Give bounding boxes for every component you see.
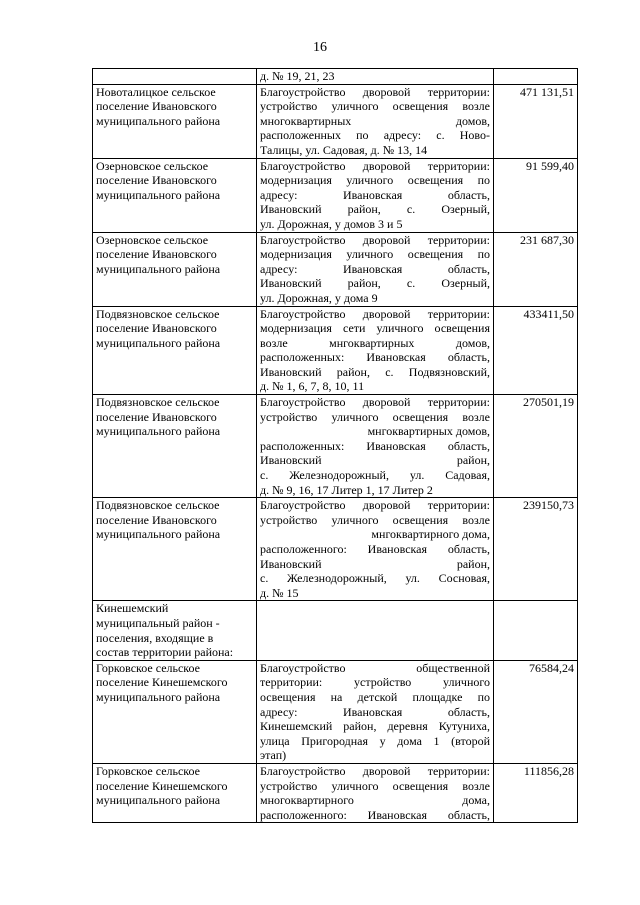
- description-line: территории: устройство уличного: [260, 675, 490, 690]
- table-row: [93, 498, 578, 601]
- amount-cell: [494, 69, 578, 85]
- municipality-line: Кинешемский: [96, 601, 169, 616]
- description-line: Кинешемский район, деревня Кутуниха,: [260, 719, 490, 734]
- municipality-line: поселение Ивановского: [96, 173, 217, 188]
- description-line: этап): [260, 748, 287, 763]
- description-line: адресу: Ивановская область,: [260, 187, 490, 202]
- municipality-line: муниципального района: [96, 187, 221, 202]
- description-line: Благоустройство дворовой территории:: [260, 158, 490, 173]
- description-cell: [257, 158, 494, 232]
- description-cell: [257, 601, 494, 660]
- description-cell: [257, 395, 494, 498]
- description-line: д. № 9, 16, 17 Литер 1, 17 Литер 2: [260, 482, 433, 497]
- description-cell: [257, 232, 494, 306]
- description-line: мнгоквартирных домов,: [367, 424, 490, 439]
- description-line: мнгоквартирного дома,: [371, 527, 490, 542]
- description-line: расположенных: Ивановская область,: [260, 438, 490, 453]
- description-line: Благоустройство общественной: [260, 660, 490, 675]
- description-line: многоквартирных домов,: [260, 113, 490, 128]
- municipality-line: муниципального района: [96, 261, 221, 276]
- description-line: Благоустройство дворовой территории:: [260, 232, 490, 247]
- municipality-cell: [93, 498, 257, 601]
- description-line: Благоустройство дворовой территории:: [260, 395, 490, 410]
- municipality-cell: [93, 660, 257, 763]
- description-line: устройство уличного освещения возле: [260, 99, 490, 114]
- municipality-line: Горковское сельское: [96, 660, 200, 675]
- municipality-line: состав территории района:: [96, 645, 234, 660]
- municipality-line: муниципального района: [96, 793, 221, 808]
- description-line: Благоустройство дворовой территории:: [260, 84, 490, 99]
- municipality-cell: [93, 601, 257, 660]
- amount-cell: 91 599,40: [494, 158, 578, 232]
- description-line: с. Железнодорожный, ул. Сосновая,: [260, 571, 490, 586]
- description-line: устройство уличного освещения возле: [260, 512, 490, 527]
- description-line: модернизация сети уличного освещения: [260, 321, 490, 336]
- municipality-line: поселение Ивановского: [96, 247, 217, 262]
- municipality-line: поселение Ивановского: [96, 99, 217, 114]
- description-line: Ивановский район,: [260, 556, 490, 571]
- municipality-line: муниципального района: [96, 335, 221, 350]
- amount-cell: 76584,24: [494, 660, 578, 763]
- municipality-line: Подвязновское сельское: [96, 395, 220, 410]
- description-line: ул. Дорожная, у дома 9: [260, 290, 378, 305]
- description-line: адресу: Ивановская область,: [260, 704, 490, 719]
- municipality-line: муниципального района: [96, 527, 221, 542]
- municipality-line: муниципального района: [96, 113, 221, 128]
- municipality-cell: [93, 395, 257, 498]
- description-cell: [257, 498, 494, 601]
- municipality-cell: [93, 158, 257, 232]
- description-line: Ивановский район, с. Озерный,: [260, 202, 490, 217]
- municipality-line: поселение Ивановского: [96, 512, 217, 527]
- table-row: [93, 306, 578, 395]
- description-line: модернизация уличного освещения по: [260, 173, 490, 188]
- page-number: 16: [313, 40, 327, 55]
- municipality-line: муниципальный район -: [96, 615, 220, 630]
- description-line: освещения на детской площадке по: [260, 689, 490, 704]
- description-line: расположенных: Ивановская область,: [260, 350, 490, 365]
- description-line: Ивановский район, с. Озерный,: [260, 276, 490, 291]
- description-line: Благоустройство дворовой территории:: [260, 306, 490, 321]
- description-line: устройство уличного освещения возле: [260, 409, 490, 424]
- description-line: модернизация уличного освещения по: [260, 247, 490, 262]
- municipality-cell: [93, 232, 257, 306]
- description-line: расположенного: Ивановская область,: [260, 542, 490, 556]
- description-line: ул. Дорожная, у домов 3 и 5: [260, 216, 403, 231]
- municipality-line: Озерновское сельское: [96, 158, 209, 173]
- description-line: Талицы, ул. Садовая, д. № 13, 14: [260, 142, 428, 157]
- description-line: улица Пригородная у дома 1 (второй: [260, 733, 490, 748]
- amount-cell: [494, 601, 578, 660]
- municipality-line: муниципального района: [96, 689, 221, 704]
- municipality-line: Горковское сельское: [96, 763, 200, 778]
- table-row: [93, 232, 578, 306]
- municipality-line: Озерновское сельское: [96, 232, 209, 247]
- municipality-line: поселения, входящие в: [96, 630, 214, 645]
- description-line: расположенного: Ивановская область,: [260, 807, 490, 822]
- table-row: [93, 660, 578, 763]
- description-cell: [257, 84, 494, 158]
- amount-cell: 433411,50: [494, 306, 578, 395]
- description-line: Благоустройство дворовой территории:: [260, 763, 490, 778]
- table-row: [93, 69, 578, 85]
- municipality-line: Подвязновское сельское: [96, 498, 220, 513]
- table-body: [93, 69, 578, 823]
- description-line: расположенных по адресу: с. Ново-: [260, 128, 490, 143]
- amount-cell: 239150,73: [494, 498, 578, 601]
- description-line: адресу: Ивановская область,: [260, 261, 490, 276]
- municipality-line: поселение Ивановского: [96, 409, 217, 424]
- funding-table: [92, 68, 578, 823]
- municipality-cell: [93, 84, 257, 158]
- description-line: многоквартирного дома,: [260, 793, 490, 808]
- table-row: [93, 763, 578, 822]
- description-line: Благоустройство дворовой территории:: [260, 498, 490, 513]
- description-line: Ивановский район,: [260, 453, 490, 468]
- municipality-line: поселение Ивановского: [96, 321, 217, 336]
- table-row: [93, 158, 578, 232]
- amount-cell: 111856,28: [494, 763, 578, 822]
- description-cell: [257, 763, 494, 822]
- description-line: Ивановский район, с. Подвязновский,: [260, 364, 490, 379]
- municipality-cell: [93, 69, 257, 85]
- description-line: с. Железнодорожный, ул. Садовая,: [260, 468, 490, 483]
- municipality-line: поселение Кинешемского: [96, 675, 228, 690]
- municipality-line: Подвязновское сельское: [96, 306, 220, 321]
- municipality-line: поселение Кинешемского: [96, 778, 228, 793]
- description-cell: [257, 69, 494, 85]
- description-line: возле мнгоквартирных домов,: [260, 335, 490, 350]
- description-line: д. № 1, 6, 7, 8, 10, 11: [260, 379, 365, 394]
- description-cell: [257, 306, 494, 395]
- table-row: [93, 395, 578, 498]
- municipality-cell: [93, 763, 257, 822]
- table-row: [93, 84, 578, 158]
- amount-cell: 270501,19: [494, 395, 578, 498]
- amount-cell: 231 687,30: [494, 232, 578, 306]
- municipality-cell: [93, 306, 257, 395]
- table-row: [93, 601, 578, 660]
- description-cell: [257, 660, 494, 763]
- description-line: устройство уличного освещения возле: [260, 778, 490, 793]
- municipality-line: Новоталицкое сельское: [96, 84, 216, 99]
- description-line: д. № 15: [260, 585, 299, 600]
- municipality-line: муниципального района: [96, 424, 221, 439]
- description-line: д. № 19, 21, 23: [260, 69, 335, 83]
- amount-cell: 471 131,51: [494, 84, 578, 158]
